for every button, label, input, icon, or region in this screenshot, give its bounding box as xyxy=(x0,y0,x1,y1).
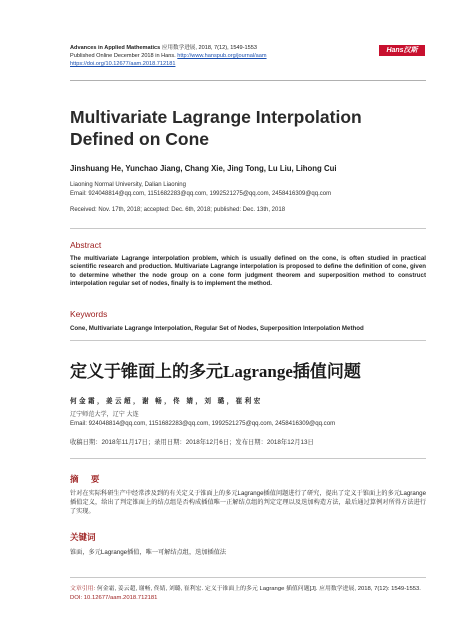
dates-en: Received: Nov. 17th, 2018; accepted: Dec. 6th, 2018; published: Dec. 13th, 2018 xyxy=(70,207,286,213)
journal-url-link[interactable]: http://www.hanspub.org/journal/aam xyxy=(177,53,267,59)
journal-meta-zh: 应用数学进展, 2018, 7(12), 1549-1553 xyxy=(161,45,257,51)
header-divider xyxy=(70,80,426,81)
affiliation-zh: 辽宁师范大学，辽宁 大连 xyxy=(70,411,139,418)
published-line xyxy=(70,52,410,60)
abstract-zh-heading: 摘 要 xyxy=(70,474,105,484)
hans-logo: Hans汉斯 xyxy=(379,45,425,56)
keywords-body: Cone, Multivariate Lagrange Interpolation, Regular Set of Nodes, Superposition Interpolation Method xyxy=(70,325,364,332)
abstract-body: The multivariate Lagrange interpolation problem, which is usually defined on the cone, is often studied in practical scientific research and production. Multivariate Lagrange interpolation is proposed to define the definition of cone, given to determine whether the node group on a cone form judgment theorem and superposition method to construct interpolation regular set of nodes, finally is to implement the method. xyxy=(70,255,426,287)
doi-link[interactable] xyxy=(70,61,175,67)
email-en: Email: 924048814@qq.com, 1151682283@qq.com, 1992521275@qq.com, 2458416309@qq.com xyxy=(70,190,332,197)
doi-line xyxy=(70,60,410,68)
authors-zh: 何金霜，姜云超，谢 畅，佟 婧，刘 璐，崔利宏 xyxy=(70,398,263,405)
dates-zh: 收稿日期：2018年11月17日；录用日期：2018年12月6日；发布日期：2018年12月13日 xyxy=(70,439,314,446)
published-text: Published Online December 2018 in Hans. xyxy=(70,53,176,59)
abstract-zh-body: 针对在实际科研生产中经常涉及到的有关定义于锥面上的多元Lagrange插值问题进行了研究，提出了定义于锥面上的多元Lagrange插值定义，给出了判定锥面上的结点组是否构成插值唯一正解结点组的判定定理以及迭加构造方法，最后通过算例对所得方法进行了实现。 xyxy=(70,490,426,516)
journal-line xyxy=(70,44,410,52)
abstract-heading: Abstract xyxy=(70,240,102,250)
affiliation-block-en xyxy=(70,181,426,198)
keywords-heading: Keywords xyxy=(70,309,108,319)
page-title-en: Multivariate Lagrange Interpolation Defined on Cone xyxy=(70,107,362,149)
affiliation-block-zh xyxy=(70,410,426,428)
page-title-zh: 定义于锥面上的多元Lagrange插值问题 xyxy=(70,362,361,381)
affiliation-en: Liaoning Normal University, Dalian Liaoning xyxy=(70,182,186,188)
journal-header xyxy=(70,44,410,68)
citation-doi-link[interactable]: 10.12677/aam.2018.712181 xyxy=(83,594,158,601)
divider-4 xyxy=(70,577,426,578)
journal-name: Advances in Applied Mathematics xyxy=(70,45,161,51)
keywords-zh-body: 锥面，多元Lagrange插值，唯一可解结点组，迭加插值法 xyxy=(70,549,227,556)
divider-1 xyxy=(70,228,426,229)
citation-text: 何金霜, 姜云超, 谢畅, 佟婧, 刘璐, 崔利宏. 定义于锥面上的多元 Lagrange 插值问题[J]. 应用数学进展, 2018, 7(12): 1549-1553. xyxy=(96,586,421,592)
doi-prefix: https://doi.org/ xyxy=(70,61,106,67)
divider-3 xyxy=(70,458,426,459)
citation-block xyxy=(70,585,426,602)
authors-en: Jinshuang He, Yunchao Jiang, Chang Xie, Jing Tong, Lu Liu, Lihong Cui xyxy=(70,164,337,173)
email-zh: Email: 924048814@qq.com, 1151682283@qq.com, 1992521275@qq.com, 2458416309@qq.com xyxy=(70,420,336,427)
keywords-zh-heading: 关键词 xyxy=(70,532,96,542)
citation-doi-label: DOI: xyxy=(70,594,83,601)
citation-label: 文章引用: xyxy=(70,586,96,592)
divider-2 xyxy=(70,340,426,341)
doi-value: 10.12677/aam.2018.712181 xyxy=(105,61,176,67)
